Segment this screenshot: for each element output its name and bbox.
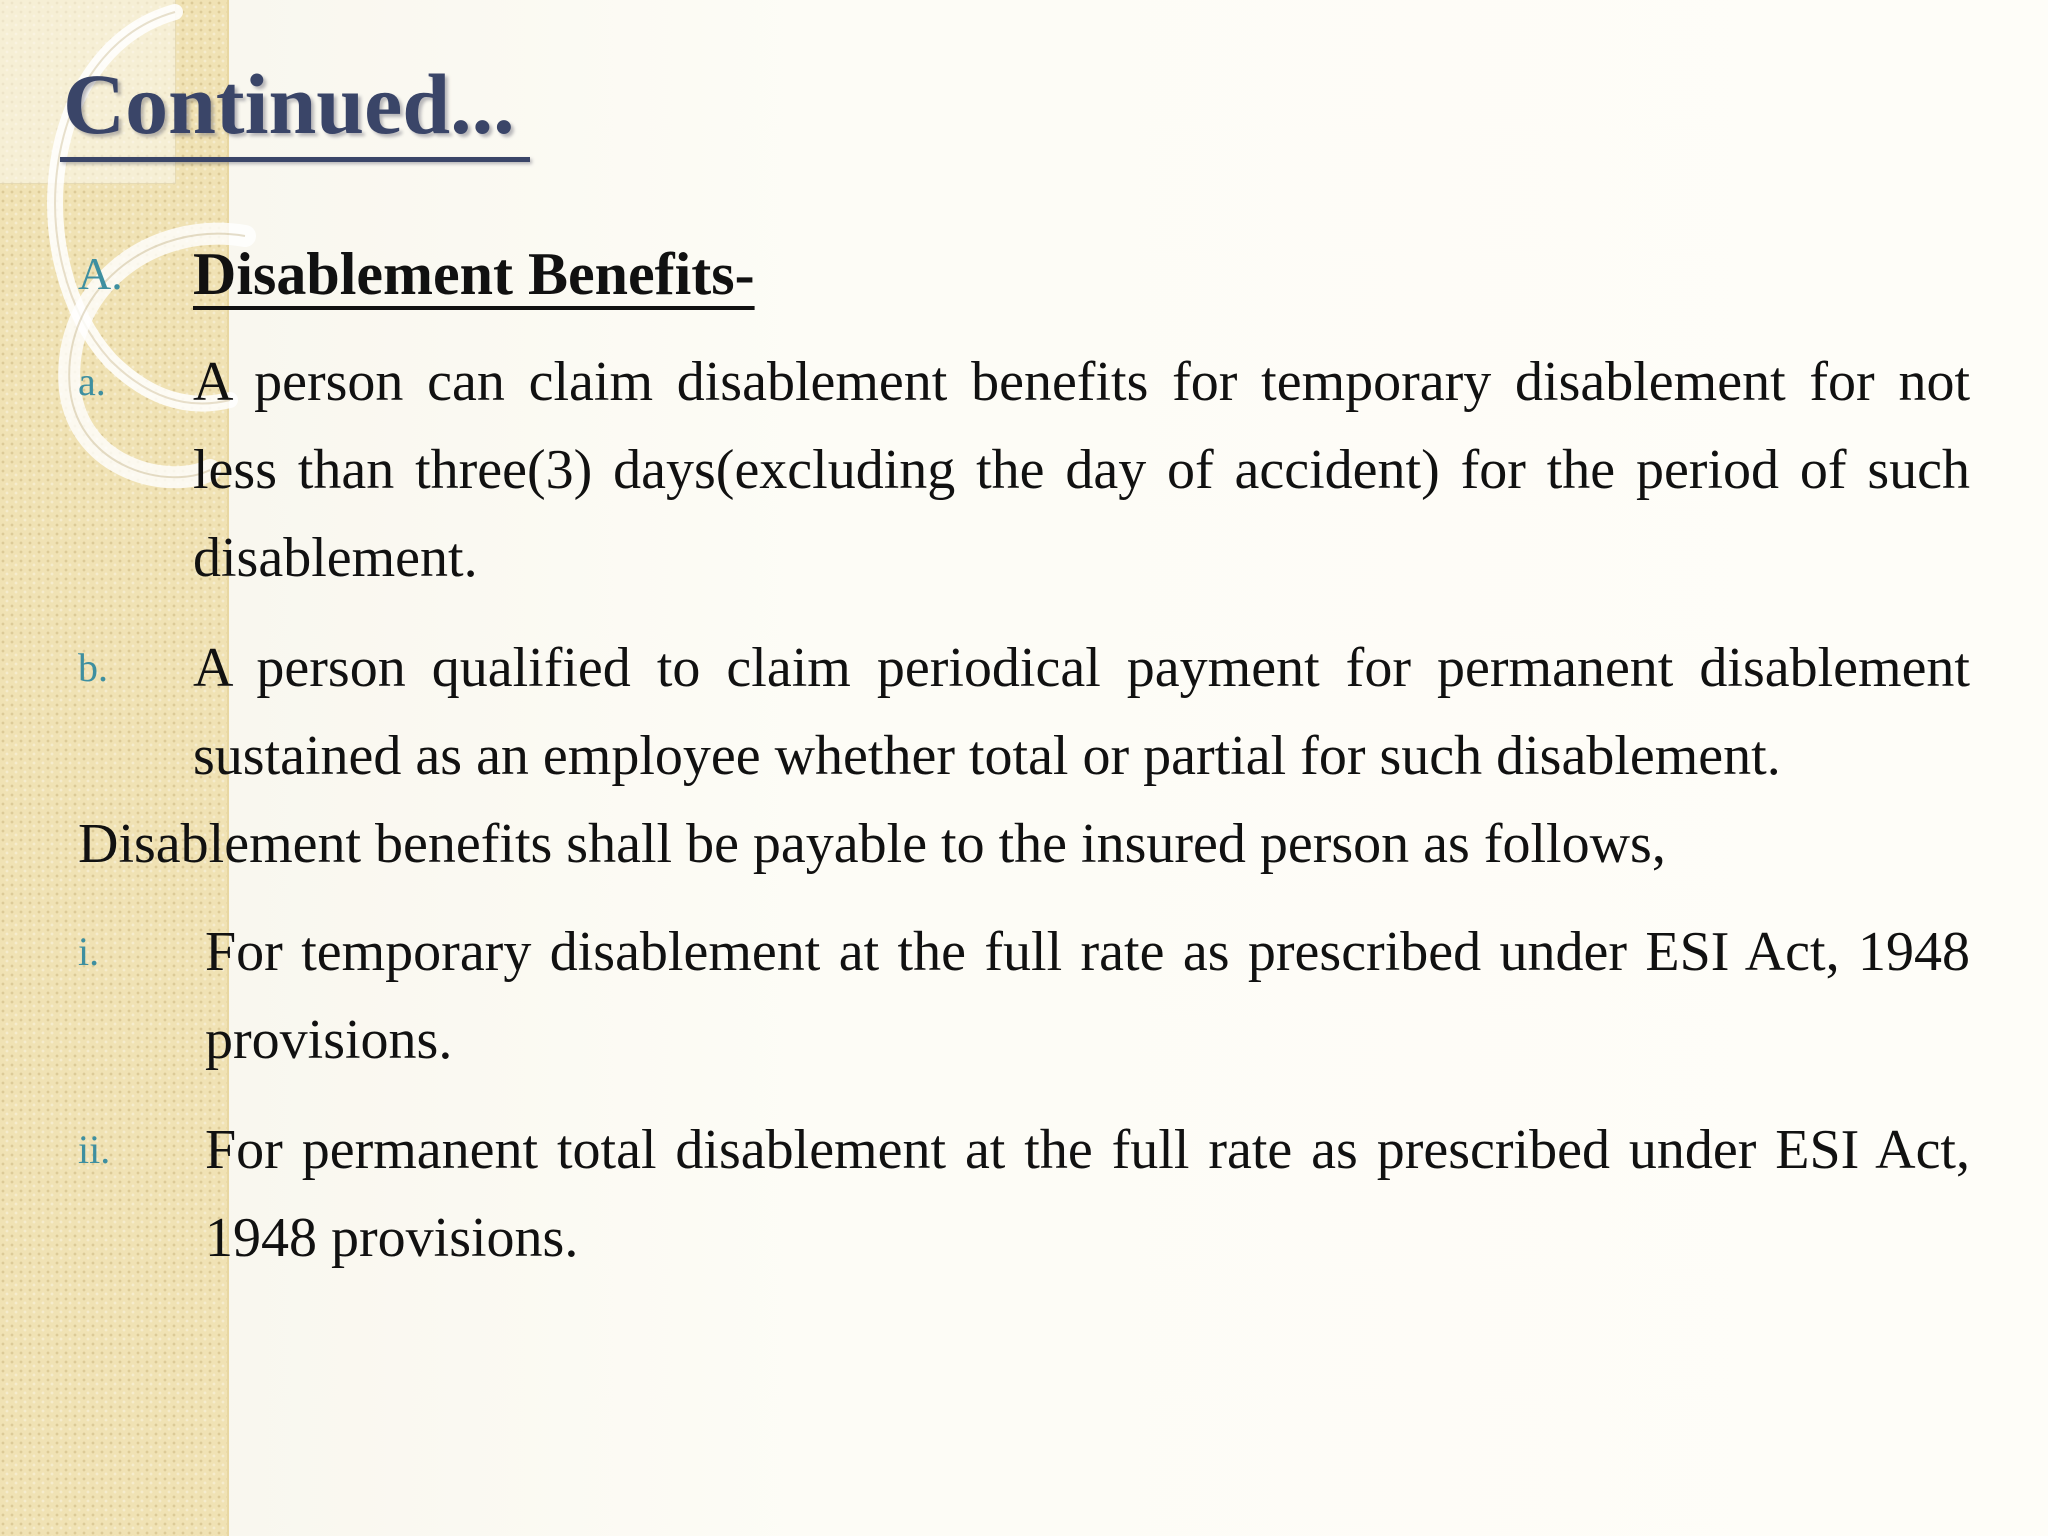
body-paragraph: Disablement benefits shall be payable to the insured person as follows, — [78, 813, 1666, 875]
slide-content — [78, 230, 1970, 1282]
list-item — [78, 338, 1970, 602]
list-item-text: For permanent total disablement at the full rate as prescribed under ESI Act, 1948 provisions. — [205, 1119, 1970, 1269]
section-heading: Disablement Benefits- — [193, 241, 755, 307]
section-marker: A. — [78, 248, 123, 299]
list-item — [78, 1106, 1970, 1282]
title-underline — [60, 157, 530, 162]
page-title: Continued... — [63, 56, 515, 152]
section-heading-row — [78, 230, 1970, 318]
list-item-text: For temporary disablement at the full rate as prescribed under ESI Act, 1948 provisions. — [205, 921, 1970, 1071]
list-item-text: A person qualified to claim periodical payment for permanent disablement sustained as an employee whether total or partial for such disablement. — [193, 637, 1970, 787]
list-marker: i. — [78, 929, 100, 974]
list-marker: b. — [78, 645, 108, 690]
list-item-text: A person can claim disablement benefits for temporary disablement for not less than three(3) days(excluding the day of accident) for the period of such disablement. — [193, 351, 1970, 589]
list-marker: ii. — [78, 1127, 111, 1172]
list-marker: a. — [78, 359, 106, 404]
list-item — [78, 908, 1970, 1084]
list-item — [78, 624, 1970, 800]
